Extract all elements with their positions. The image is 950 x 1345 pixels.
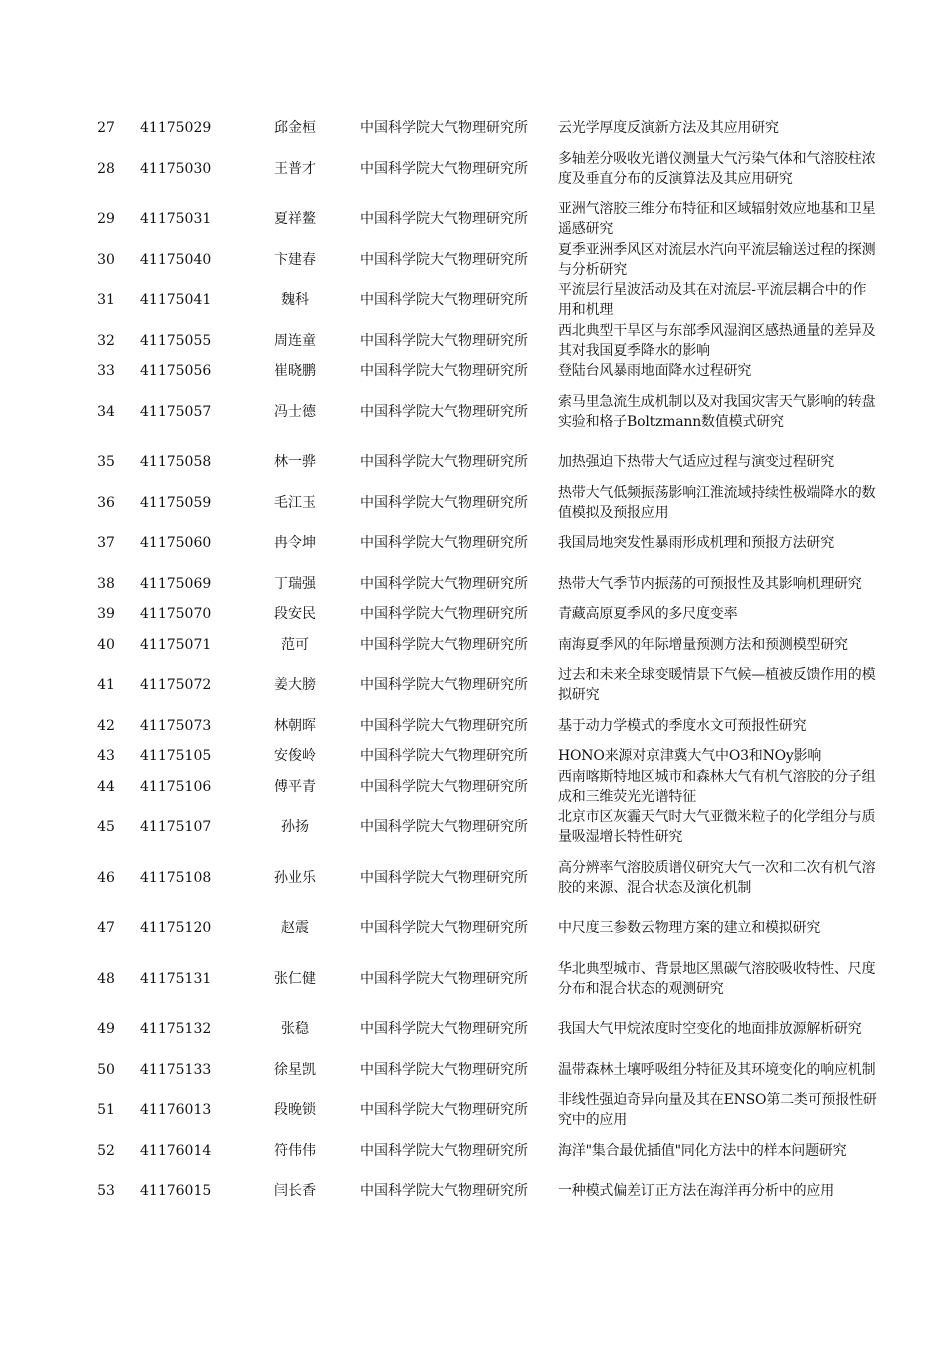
institution: 中国科学院大气物理研究所 [360, 1061, 528, 1078]
project-title: 西北典型干旱区与东部季风湿润区感热通量的差异及其对我国夏季降水的影响 [558, 322, 876, 359]
institution: 中国科学院大气物理研究所 [360, 454, 528, 471]
researcher-name: 王普才 [274, 160, 316, 177]
row-number: 42 [97, 717, 115, 734]
row-number: 45 [97, 819, 115, 836]
table-row [80, 139, 878, 200]
row-number: 46 [97, 869, 115, 886]
researcher-name: 傅平青 [274, 778, 316, 795]
table-row [80, 321, 878, 362]
project-title: 多轴差分吸收光谱仪测量大气污染气体和气溶胶柱浓度及垂直分布的反演算法及其应用研究 [558, 150, 876, 187]
row-number: 33 [97, 363, 115, 380]
table-row [80, 1090, 878, 1131]
researcher-name: 段安民 [274, 606, 316, 623]
project-title: 我国局地突发性暴雨形成机理和预报方法研究 [558, 535, 834, 552]
row-number: 44 [97, 778, 115, 795]
institution: 中国科学院大气物理研究所 [360, 494, 528, 511]
table-row [80, 908, 878, 949]
row-number: 51 [97, 1102, 115, 1119]
grant-code: 41175105 [140, 748, 212, 765]
row-number: 53 [97, 1183, 115, 1200]
project-title: 亚洲气溶胶三维分布特征和区域辐射效应地基和卫星遥感研究 [558, 201, 876, 238]
researcher-name: 冉令坤 [274, 535, 316, 552]
institution: 中国科学院大气物理研究所 [360, 1021, 528, 1038]
researcher-name: 周连童 [274, 332, 316, 349]
institution: 中国科学院大气物理研究所 [360, 332, 528, 349]
table-row [80, 807, 878, 848]
table-row [80, 280, 878, 321]
institution: 中国科学院大气物理研究所 [360, 363, 528, 380]
project-title: 夏季亚洲季风区对流层水汽向平流层输送过程的探测与分析研究 [558, 241, 876, 278]
grant-code: 41175060 [140, 535, 212, 552]
researcher-name: 姜大膀 [274, 677, 316, 694]
table-row [80, 1009, 878, 1050]
table-row [80, 361, 878, 382]
table-row [80, 625, 878, 666]
row-number: 28 [97, 160, 115, 177]
project-title: 中尺度三参数云物理方案的建立和模拟研究 [558, 920, 821, 937]
table-row [80, 1050, 878, 1091]
researcher-name: 魏科 [281, 292, 309, 309]
table-row [80, 483, 878, 524]
institution: 中国科学院大气物理研究所 [360, 1102, 528, 1119]
grant-code: 41175040 [140, 251, 212, 268]
row-number: 39 [97, 606, 115, 623]
table-row [80, 382, 878, 443]
table-row [80, 442, 878, 483]
grant-code: 41175107 [140, 819, 212, 836]
project-title: 温带森林土壤呼吸组分特征及其环境变化的响应机制 [558, 1061, 876, 1078]
table-row [80, 1131, 878, 1172]
institution: 中国科学院大气物理研究所 [360, 606, 528, 623]
researcher-name: 崔晓鹏 [274, 363, 316, 380]
row-number: 40 [97, 636, 115, 653]
institution: 中国科学院大气物理研究所 [360, 970, 528, 987]
table-row [80, 118, 878, 139]
table-row [80, 665, 878, 706]
grant-code: 41175106 [140, 778, 212, 795]
project-title: 高分辨率气溶胶质谱仪研究大气一次和二次有机气溶胶的来源、混合状态及演化机制 [558, 859, 876, 896]
grant-code: 41175071 [140, 636, 212, 653]
row-number: 30 [97, 251, 115, 268]
row-number: 48 [97, 970, 115, 987]
row-number: 35 [97, 454, 115, 471]
grant-code: 41175058 [140, 454, 212, 471]
table-row [80, 767, 878, 808]
table-row [80, 604, 878, 625]
institution: 中国科学院大气物理研究所 [360, 677, 528, 694]
institution: 中国科学院大气物理研究所 [360, 920, 528, 937]
table-row [80, 564, 878, 605]
grant-code: 41175057 [140, 403, 212, 420]
institution: 中国科学院大气物理研究所 [360, 869, 528, 886]
institution: 中国科学院大气物理研究所 [360, 535, 528, 552]
grant-code: 41176013 [140, 1102, 212, 1119]
table-row [80, 240, 878, 281]
researcher-name: 符伟伟 [274, 1142, 316, 1159]
row-number: 52 [97, 1142, 115, 1159]
row-number: 38 [97, 575, 115, 592]
project-title: 海洋"集合最优插值"同化方法中的样本问题研究 [558, 1142, 847, 1159]
grant-code: 41175070 [140, 606, 212, 623]
researcher-name: 范可 [281, 636, 309, 653]
row-number: 47 [97, 920, 115, 937]
grant-code: 41175030 [140, 160, 212, 177]
project-title: 平流层行星波活动及其在对流层-平流层耦合中的作用和机理 [558, 282, 867, 319]
project-title: 我国大气甲烷浓度时空变化的地面排放源解析研究 [558, 1021, 862, 1038]
grant-code: 41175059 [140, 494, 212, 511]
researcher-name: 邱金桓 [274, 120, 316, 137]
project-title: 华北典型城市、背景地区黑碳气溶胶吸收特性、尺度分布和混合状态的观测研究 [558, 960, 876, 997]
grant-code: 41175131 [140, 970, 212, 987]
row-number: 31 [97, 292, 115, 309]
researcher-name: 夏祥鳌 [274, 211, 316, 228]
institution: 中国科学院大气物理研究所 [360, 292, 528, 309]
project-title: 索马里急流生成机制以及对我国灾害天气影响的转盘实验和格子Boltzmann数值模式研究 [558, 393, 876, 430]
grant-code: 41175108 [140, 869, 212, 886]
researcher-name: 张稳 [281, 1021, 309, 1038]
researcher-name: 孙业乐 [274, 869, 316, 886]
table-row [80, 1171, 878, 1212]
grant-code: 41175055 [140, 332, 212, 349]
institution: 中国科学院大气物理研究所 [360, 160, 528, 177]
institution: 中国科学院大气物理研究所 [360, 748, 528, 765]
grant-code: 41175041 [140, 292, 212, 309]
project-title: 云光学厚度反演新方法及其应用研究 [558, 120, 779, 137]
row-number: 32 [97, 332, 115, 349]
project-title: 北京市区灰霾天气时大气亚微米粒子的化学组分与质量吸湿增长特性研究 [558, 809, 876, 846]
grant-code: 41175072 [140, 677, 212, 694]
row-number: 50 [97, 1061, 115, 1078]
researcher-name: 安俊岭 [274, 748, 316, 765]
institution: 中国科学院大气物理研究所 [360, 636, 528, 653]
researcher-name: 孙扬 [281, 819, 309, 836]
table-row [80, 706, 878, 747]
researcher-name: 毛江玉 [274, 494, 316, 511]
project-title: 一种模式偏差订正方法在海洋再分析中的应用 [558, 1183, 834, 1200]
institution: 中国科学院大气物理研究所 [360, 778, 528, 795]
grant-code: 41175133 [140, 1061, 212, 1078]
project-title: 西南喀斯特地区城市和森林大气有机气溶胶的分子组成和三维荧光光谱特征 [558, 768, 876, 805]
institution: 中国科学院大气物理研究所 [360, 251, 528, 268]
row-number: 27 [97, 120, 115, 137]
project-title: 青藏高原夏季风的多尺度变率 [558, 606, 738, 623]
grant-code: 41175029 [140, 120, 212, 137]
institution: 中国科学院大气物理研究所 [360, 575, 528, 592]
table-row [80, 523, 878, 564]
researcher-name: 卞建春 [274, 251, 316, 268]
project-title: 热带大气季节内振荡的可预报性及其影响机理研究 [558, 575, 862, 592]
table-row [80, 848, 878, 909]
project-title: 热带大气低频振荡影响江淮流域持续性极端降水的数值模拟及预报应用 [558, 484, 876, 521]
row-number: 29 [97, 211, 115, 228]
grant-code: 41175056 [140, 363, 212, 380]
researcher-name: 闫长香 [274, 1183, 316, 1200]
institution: 中国科学院大气物理研究所 [360, 1142, 528, 1159]
project-title: HONO来源对京津冀大气中O3和NOy影响 [558, 748, 822, 765]
row-number: 37 [97, 535, 115, 552]
project-title: 基于动力学模式的季度水文可预报性研究 [558, 717, 807, 734]
institution: 中国科学院大气物理研究所 [360, 120, 528, 137]
researcher-name: 林一骅 [274, 454, 316, 471]
table-row [80, 746, 878, 767]
institution: 中国科学院大气物理研究所 [360, 403, 528, 420]
grant-code: 41175120 [140, 920, 212, 937]
grant-code: 41175073 [140, 717, 212, 734]
researcher-name: 林朝晖 [274, 717, 316, 734]
institution: 中国科学院大气物理研究所 [360, 1183, 528, 1200]
project-title: 加热强迫下热带大气适应过程与演变过程研究 [558, 454, 834, 471]
project-title: 非线性强迫奇异向量及其在ENSO第二类可预报性研究中的应用 [558, 1092, 877, 1129]
researcher-name: 张仁健 [274, 970, 316, 987]
grant-code: 41175031 [140, 211, 212, 228]
institution: 中国科学院大气物理研究所 [360, 717, 528, 734]
grant-code: 41175132 [140, 1021, 212, 1038]
row-number: 41 [97, 677, 115, 694]
researcher-name: 徐星凯 [274, 1061, 316, 1078]
grant-code: 41176015 [140, 1183, 212, 1200]
researcher-name: 丁瑞强 [274, 575, 316, 592]
row-number: 49 [97, 1021, 115, 1038]
project-title: 南海夏季风的年际增量预测方法和预测模型研究 [558, 636, 848, 653]
row-number: 34 [97, 403, 115, 420]
researcher-name: 段晚锁 [274, 1102, 316, 1119]
researcher-name: 赵震 [281, 920, 309, 937]
researcher-name: 冯士德 [274, 403, 316, 420]
institution: 中国科学院大气物理研究所 [360, 211, 528, 228]
grant-table-body [80, 118, 878, 1212]
row-number: 43 [97, 748, 115, 765]
table-row [80, 199, 878, 240]
grant-code: 41175069 [140, 575, 212, 592]
grant-table [80, 118, 878, 1212]
row-number: 36 [97, 494, 115, 511]
project-title: 过去和未来全球变暖情景下气候—植被反馈作用的模拟研究 [558, 667, 876, 704]
table-row [80, 949, 878, 1010]
grant-code: 41176014 [140, 1142, 212, 1159]
institution: 中国科学院大气物理研究所 [360, 819, 528, 836]
project-title: 登陆台风暴雨地面降水过程研究 [558, 363, 752, 380]
